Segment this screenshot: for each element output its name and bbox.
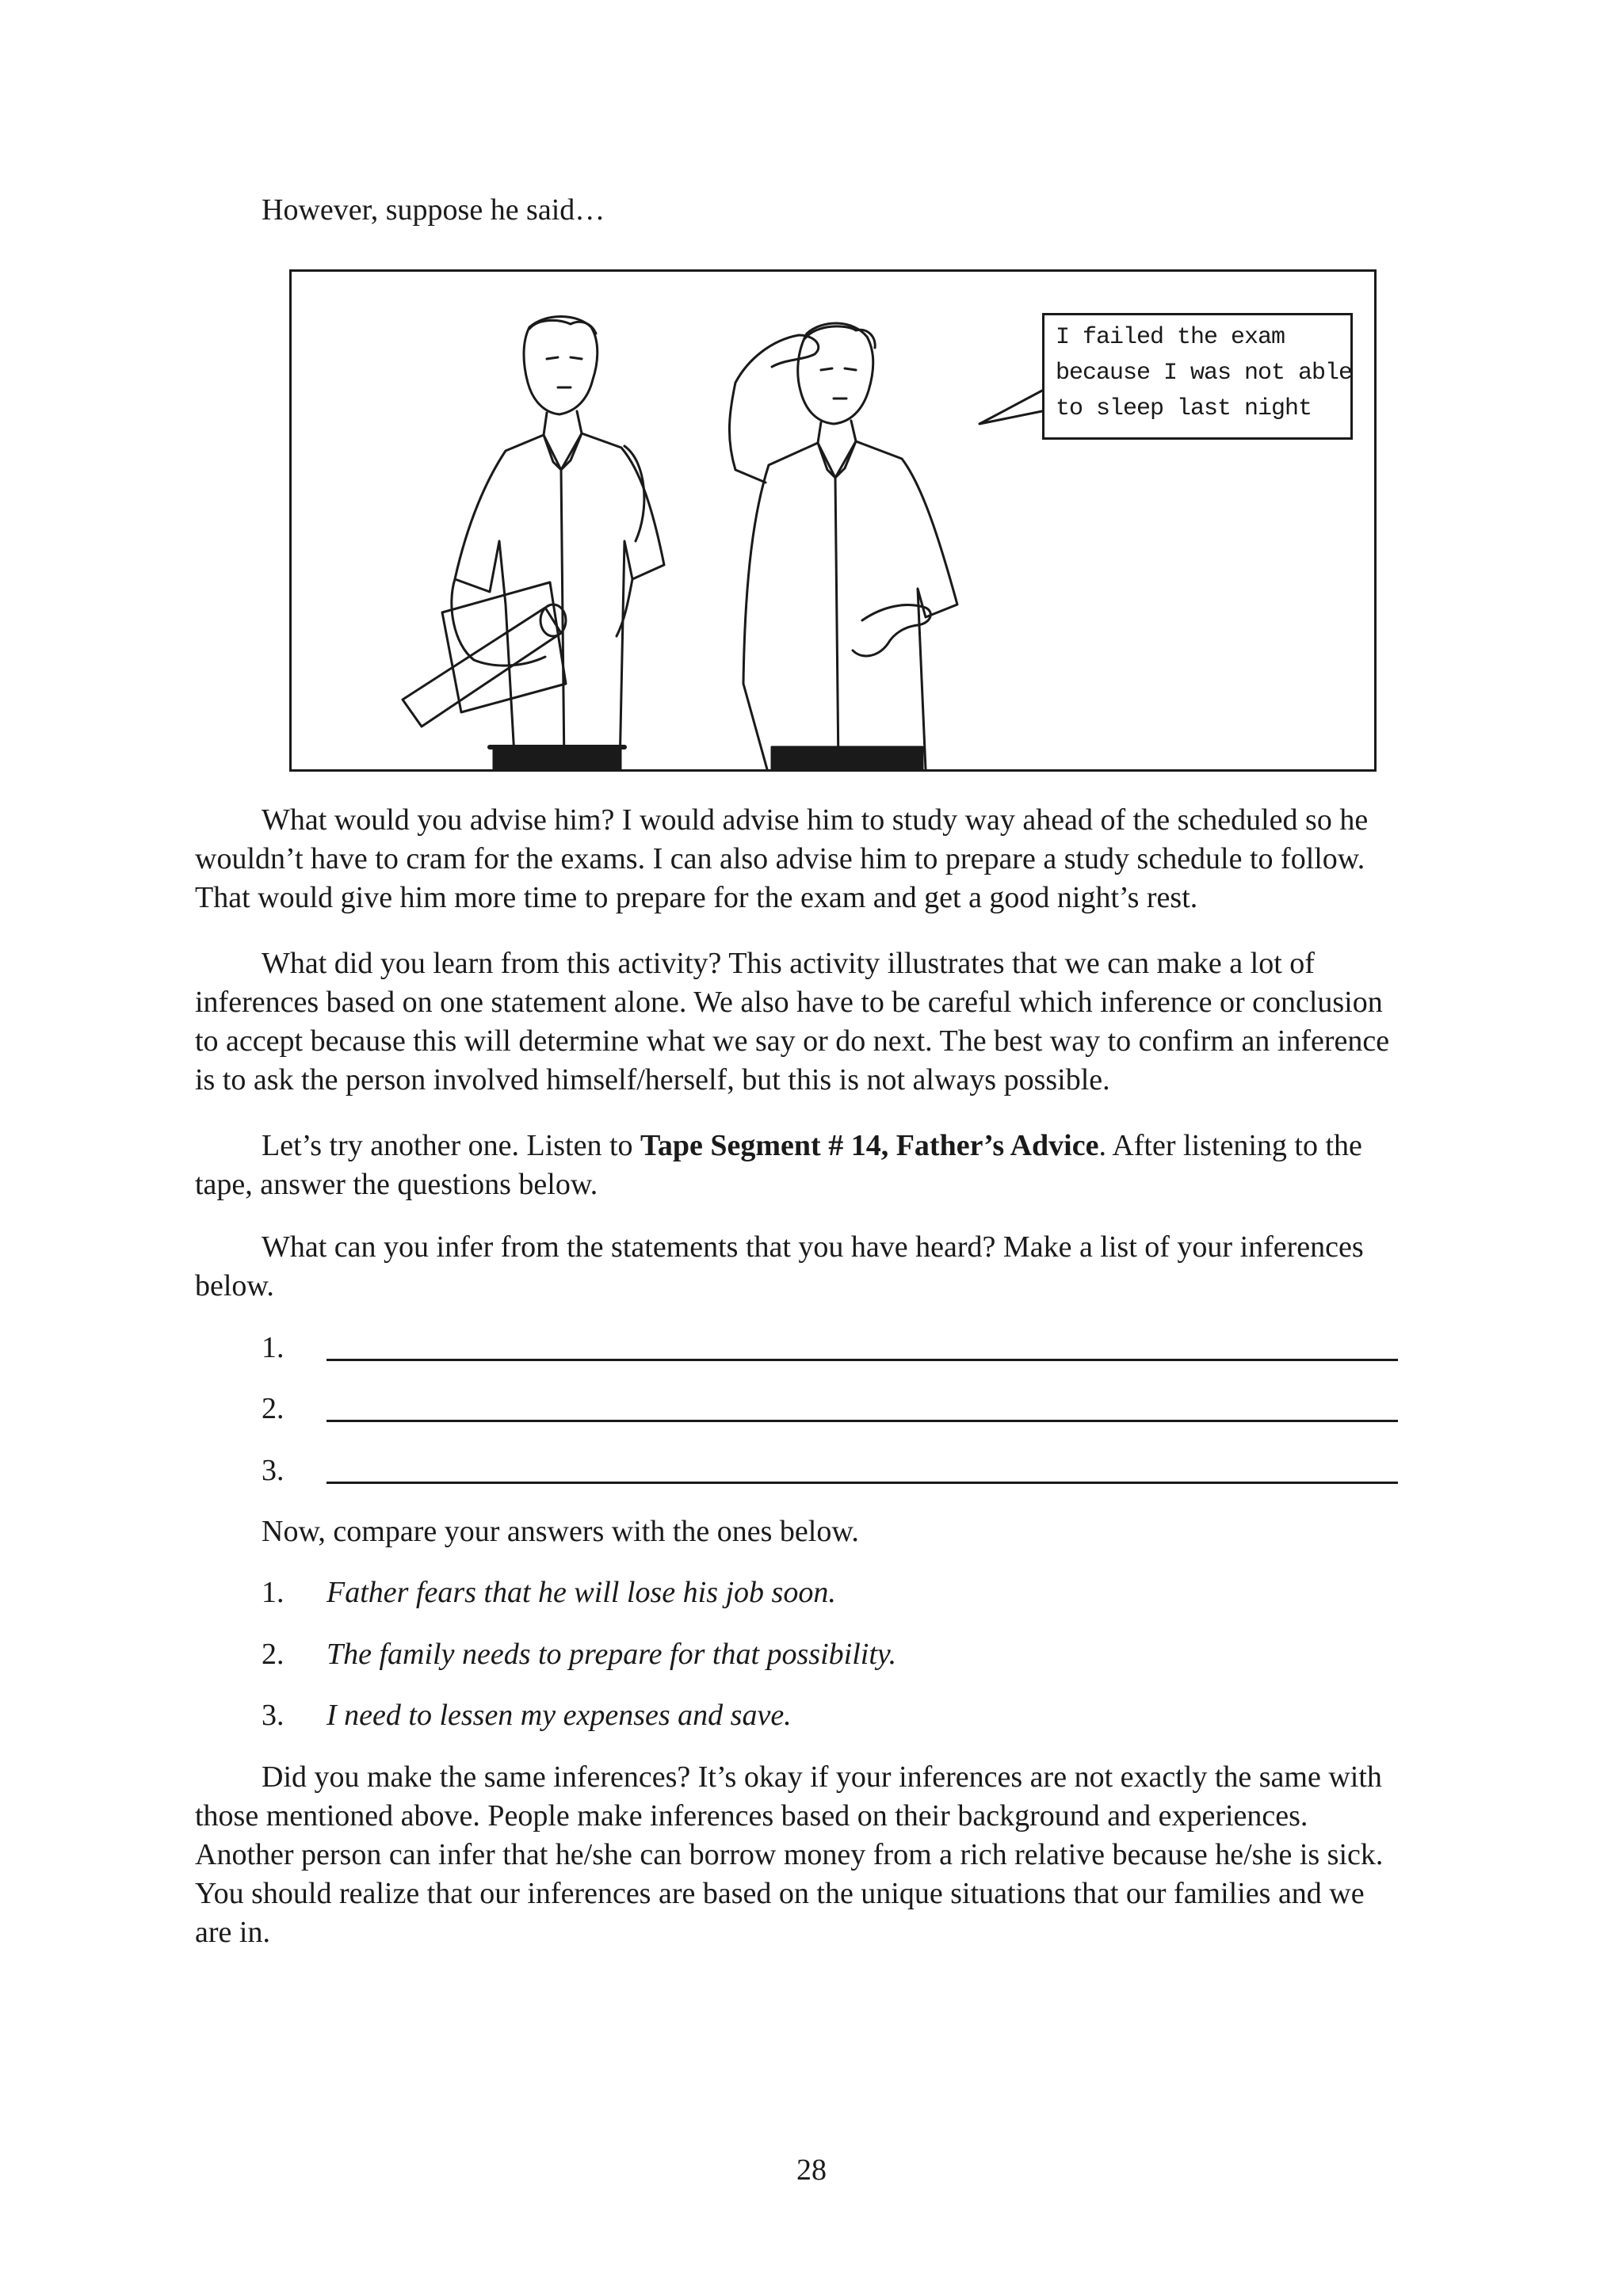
answer-line[interactable] xyxy=(327,1420,1398,1422)
answer-text: The family needs to prepare for that possibility. xyxy=(327,1638,897,1671)
answer-text: Father fears that he will lose his job soon. xyxy=(327,1576,836,1609)
try-text-before: Let’s try another one. Listen to xyxy=(262,1129,641,1162)
paragraph-learn: What did you learn from this activity? This activity illustrates that we can make a lot of inferences based on one statement alone. We also have to be careful which inference or conclusion to accept because this will determine what we say or do next. The best way to confirm an inference is to ask the person involved himself/herself, but this is not always possible. xyxy=(195,947,1390,1097)
answer-text: I need to lessen my expenses and save. xyxy=(327,1699,792,1732)
speech-line-3: to sleep last night xyxy=(1056,395,1312,422)
paragraph-advise: What would you advise him? I would advise him to study way ahead of the scheduled so he wouldn’t have to cram for the exams. I can also advise him to prepare a study schedule to follow. That would give him more time to prepare for the exam and get a good night’s rest. xyxy=(195,803,1369,914)
paragraph-infer: What can you infer from the statements that you have heard? Make a list of your inferences below. xyxy=(195,1230,1364,1302)
list-number: 3. xyxy=(262,1454,285,1487)
paragraph-conclusion: Did you make the same inferences? It’s okay if your inferences are not exactly the same with those mentioned above. People make inferences based on their background and experiences. Another person can infer that he/she can borrow money from a rich relative because he/she is sick. You should realize that our inferences are based on the unique situations that our families and we are in. xyxy=(195,1760,1384,1949)
list-number: 1. xyxy=(262,1576,285,1609)
answer-line[interactable] xyxy=(327,1482,1398,1484)
intro-text: However, suppose he said… xyxy=(262,193,605,227)
tape-segment-title: Tape Segment # 14, Father’s Advice xyxy=(640,1129,1099,1162)
illustration-panel xyxy=(289,269,1377,772)
list-number: 3. xyxy=(262,1699,285,1732)
compare-text: Now, compare your answers with the ones below. xyxy=(262,1515,859,1548)
speech-line-1: I failed the exam xyxy=(1056,324,1285,351)
try-text-after: . After listening to the tape, answer the questions below. xyxy=(195,1129,1362,1201)
speech-line-2: because I was not able xyxy=(1056,360,1353,387)
speech-bubble xyxy=(1042,313,1353,440)
answer-line[interactable] xyxy=(327,1359,1398,1361)
list-number: 2. xyxy=(262,1392,285,1425)
list-number: 2. xyxy=(262,1638,285,1671)
page-number: 28 xyxy=(796,2153,827,2187)
paragraph-try-another xyxy=(195,1127,1393,1204)
list-number: 1. xyxy=(262,1331,285,1364)
